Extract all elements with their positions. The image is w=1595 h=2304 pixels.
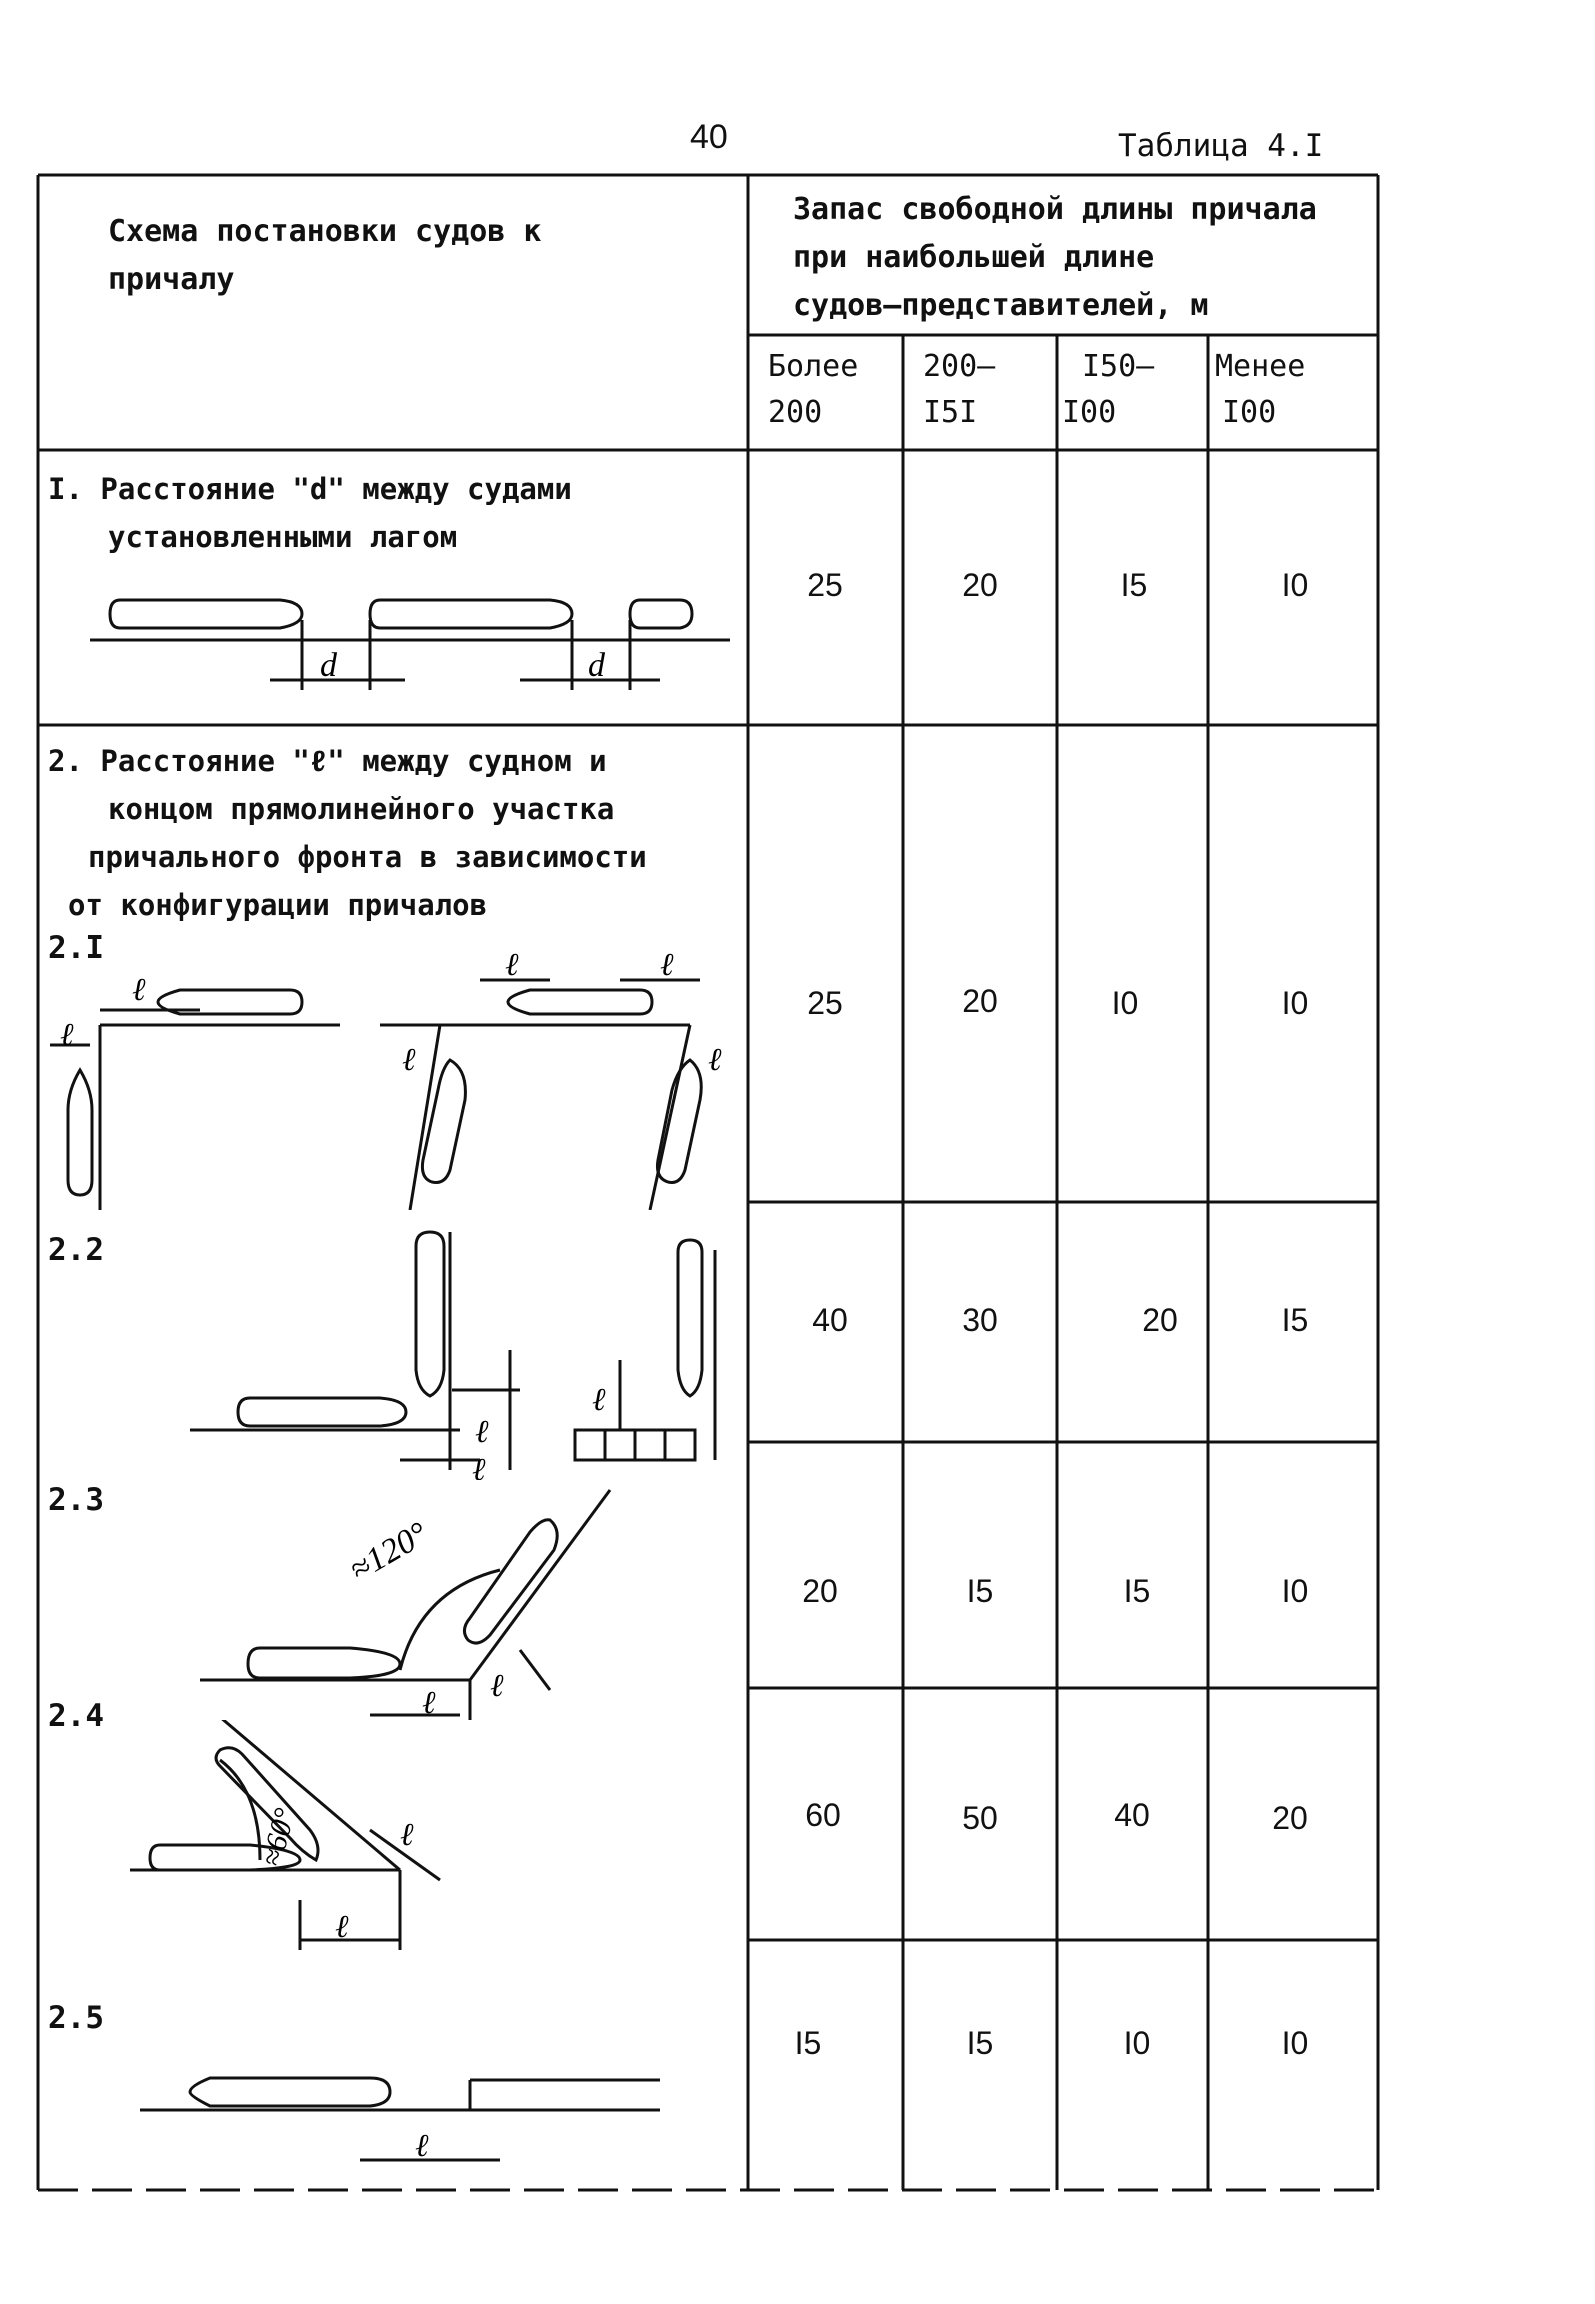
subrow-2-1-value-col2: 20 <box>962 983 998 1019</box>
vessel-shape-3 <box>630 600 692 628</box>
col1-header-l1: Более <box>768 349 859 384</box>
row1-value-col1: 25 <box>807 567 843 603</box>
diagram-2-1-dim-6: ℓ <box>708 1041 722 1077</box>
col3-header-l1: I50– <box>1082 349 1155 384</box>
col3-header-l2: I00 <box>1062 395 1117 430</box>
vessel-shape-1 <box>110 600 302 628</box>
scheme-header-line2: причалу <box>108 262 235 297</box>
subrow-label-2-2: 2.2 <box>48 1232 104 1268</box>
diagram-2-4-dim-2: ℓ <box>400 1816 414 1852</box>
subrow-2-2-value-col2: 30 <box>962 1302 998 1338</box>
diagram-2-5-dim: ℓ <box>415 2127 429 2163</box>
diagram-2-2-dim-3: ℓ <box>592 1381 606 1417</box>
subrow-2-3-value-col4: I0 <box>1281 1573 1309 1609</box>
reserve-header-line2: при наибольшей длине <box>793 240 1155 275</box>
diagram-2-5 <box>130 2060 690 2180</box>
diagram-2-1-dim-4: ℓ <box>660 950 674 982</box>
diagram-2-3-dim-2: ℓ <box>490 1667 504 1703</box>
diagram-2-4-dim-1: ℓ <box>335 1908 349 1944</box>
reserve-header-line1: Запас свободной длины причала <box>793 192 1317 227</box>
diagram-2-2 <box>180 1220 740 1480</box>
subrow-2-2-value-col1: 40 <box>812 1302 848 1338</box>
diagram-2-1-dim-2: ℓ <box>60 1016 74 1052</box>
row1-dim-label-1: d <box>320 647 337 684</box>
subrow-2-4-value-col1: 60 <box>805 1797 841 1833</box>
row1-value-col4: I0 <box>1281 567 1309 603</box>
subrow-2-1-value-col4: I0 <box>1281 985 1309 1021</box>
subrow-label-2-3: 2.3 <box>48 1482 104 1518</box>
col1-header-l2: 200 <box>768 395 823 430</box>
subrow-2-4-value-col4: 20 <box>1272 1800 1308 1836</box>
diagram-2-2-dim-1: ℓ <box>475 1413 489 1449</box>
diagram-2-3 <box>190 1470 750 1730</box>
diagram-2-3-angle: ≈120° <box>343 1515 435 1589</box>
diagram-2-4 <box>110 1720 710 1970</box>
subrow-2-5-value-col2: I5 <box>966 2025 994 2061</box>
subrow-label-2-4: 2.4 <box>48 1698 104 1734</box>
table-title: Таблица 4.I <box>1118 128 1324 164</box>
diagram-2-4-angle: ≈60° <box>254 1804 302 1870</box>
subrow-2-5-value-col4: I0 <box>1281 2025 1309 2061</box>
subrow-2-3-value-col1: 20 <box>802 1573 838 1609</box>
row2-description-line1: 2. Расстояние "ℓ" между судном и <box>48 744 607 778</box>
col4-header-l1: Менее <box>1215 349 1306 384</box>
row2-description-line4: от конфигурации причалов <box>68 888 488 922</box>
subrow-2-1-value-col1: 25 <box>807 985 843 1021</box>
row2-description-line3: причального фронта в зависимости <box>88 840 647 874</box>
subrow-2-3-value-col3: I5 <box>1123 1573 1151 1609</box>
subrow-2-4-value-col3: 40 <box>1114 1797 1150 1833</box>
row1-value-col3: I5 <box>1120 567 1148 603</box>
vessel-shape-2 <box>370 600 572 628</box>
reserve-header-line3: судов–представителей, м <box>793 288 1209 323</box>
subrow-2-3-value-col2: I5 <box>966 1573 994 1609</box>
col4-header-l2: I00 <box>1222 395 1277 430</box>
subrow-2-4-value-col2: 50 <box>962 1800 998 1836</box>
subrow-2-5-value-col3: I0 <box>1123 2025 1151 2061</box>
scheme-header-line1: Схема постановки судов к <box>108 214 542 249</box>
diagram-2-1-dim-5: ℓ <box>402 1041 416 1077</box>
page-number: 40 <box>690 118 728 156</box>
col2-header-l1: 200– <box>923 349 996 384</box>
subrow-label-2-5: 2.5 <box>48 2000 104 2036</box>
row1-diagram <box>80 580 740 710</box>
subrow-2-1-value-col3: I0 <box>1111 985 1139 1021</box>
col2-header-l2: I5I <box>923 395 978 430</box>
diagram-2-2-dim-2: ℓ <box>472 1451 486 1480</box>
diagram-2-1 <box>40 950 740 1210</box>
subrow-2-2-value-col4: I5 <box>1281 1302 1309 1338</box>
subrow-2-5-value-col1: I5 <box>794 2025 822 2061</box>
row1-description-line1: I. Расстояние "d" между судами <box>48 472 572 506</box>
row1-value-col2: 20 <box>962 567 998 603</box>
diagram-2-1-dim-3: ℓ <box>505 950 519 982</box>
diagram-2-3-dim-1: ℓ <box>422 1684 436 1720</box>
subrow-label-2-1: 2.I <box>48 930 104 966</box>
row1-dim-label-2: d <box>588 647 605 684</box>
row1-description-line2: установленными лагом <box>108 520 458 554</box>
diagram-2-1-dim-1: ℓ <box>132 971 146 1007</box>
row2-description-line2: концом прямолинейного участка <box>108 792 615 826</box>
subrow-2-2-value-col3: 20 <box>1142 1302 1178 1338</box>
